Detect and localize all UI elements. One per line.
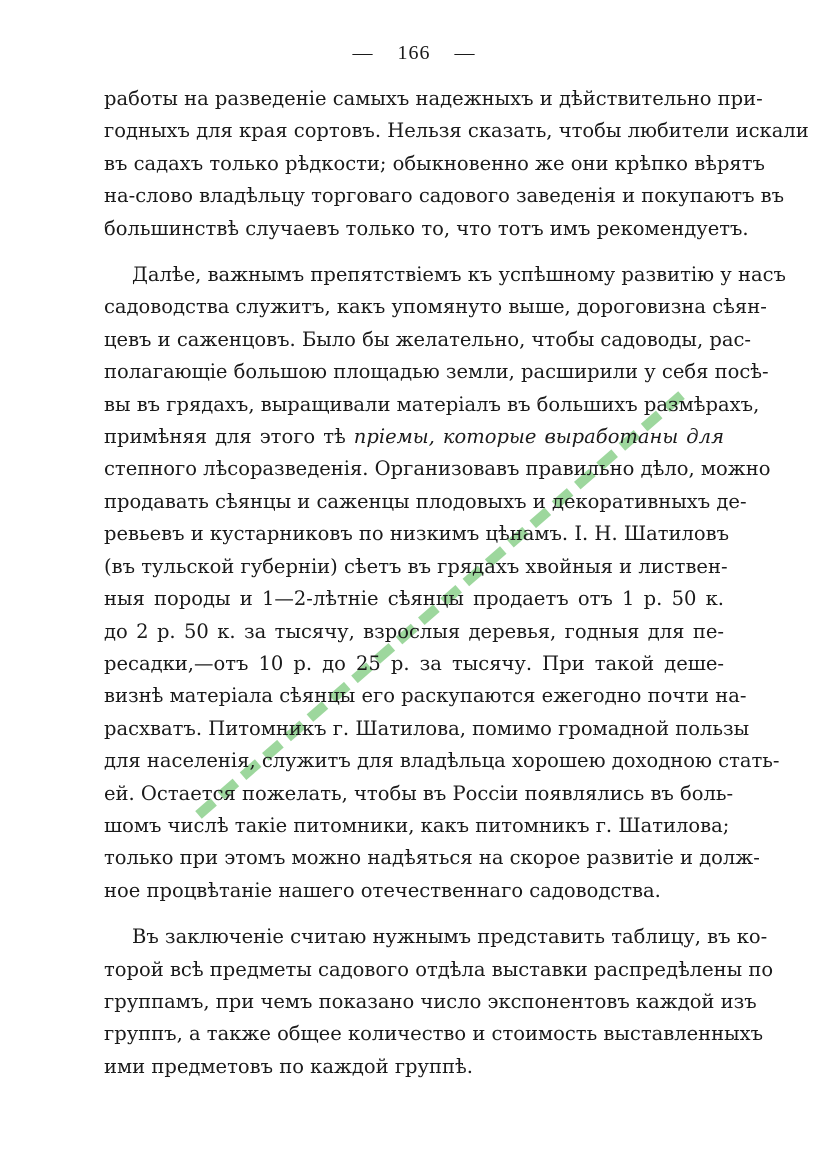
text-line: только при этомъ можно надѣяться на скорое развитіе и долж- [104, 846, 760, 870]
text-line: визнѣ матеріала сѣянцы его раскупаются ежегодно почти на- [104, 684, 747, 708]
paragraph-2 [104, 259, 786, 907]
text-line: продавать сѣянцы и саженцы плодовыхъ и декоративныхъ де- [104, 489, 747, 513]
text-segment: примѣняя для этого тѣ [104, 425, 354, 449]
paragraph-3 [104, 921, 774, 1083]
text-line: полагающіе большою площадью земли, расширили у себя посѣ- [104, 360, 769, 384]
text-line: цевъ и саженцовъ. Было бы желательно, чтобы садоводы, рас- [104, 327, 751, 351]
text-line: Далѣе, важнымъ препятствіемъ къ успѣшному развитію у насъ [132, 263, 786, 287]
header-dash-left: — [352, 42, 374, 64]
page-number: 166 [397, 42, 431, 64]
text-line: группамъ, при чемъ показано число экспонентовъ каждой изъ [104, 989, 757, 1013]
text-line-with-italic [104, 421, 724, 453]
text-line: ресадки,—отъ 10 р. до 25 р. за тысячу. При такой дешe- [104, 651, 724, 675]
text-line: до 2 р. 50 к. за тысячу, взрослыя деревья, годныя для пе- [104, 619, 724, 643]
text-line: расхватъ. Питомникъ г. Шатилова, помимо громадной пользы [104, 716, 750, 740]
text-line: для населенія, служитъ для владѣльца хорошею доходною стать- [104, 749, 780, 773]
text-line: (въ тульской губерніи) сѣетъ въ грядахъ хвойныя и листвен- [104, 554, 728, 578]
text-line: Въ заключеніе считаю нужнымъ представить таблицу, въ ко- [132, 925, 768, 949]
text-line: ими предметовъ по каждой группѣ. [104, 1054, 473, 1078]
text-line: торой всѣ предметы садового отдѣла выставки распредѣлены по [104, 957, 774, 981]
text-line: группъ, а также общее количество и стоимость выставленныхъ [104, 1022, 764, 1046]
text-line: садоводства служитъ, какъ упомянуто выше, дороговизна сѣян- [104, 295, 767, 319]
text-line: ныя породы и 1—2-лѣтніе сѣянцы продаетъ отъ 1 р. 50 к. [104, 587, 724, 611]
text-line: на-слово владѣльцу торговаго садового заведенія и покупаютъ въ [104, 184, 785, 208]
book-page [104, 42, 809, 1097]
text-line: ей. Остается пожелать, чтобы въ Россіи появлялись въ боль- [104, 781, 734, 805]
text-line: ревьевъ и кустарниковъ по низкимъ цѣнамъ. I. Н. Шатиловъ [104, 522, 730, 546]
text-line: вы въ грядахъ, выращивали матеріалъ въ большихъ размѣрахъ, [104, 392, 760, 416]
header-dash-right: — [454, 42, 476, 64]
page-header [104, 42, 724, 65]
text-line: ное процвѣтаніе нашего отечественнаго садоводства. [104, 878, 661, 902]
text-line: работы на разведеніе самыхъ надежныхъ и дѣйствительно при- [104, 87, 763, 110]
text-line: шомъ числѣ такіе питомники, какъ питомникъ г. Шатилова; [104, 813, 730, 837]
text-line: степного лѣсоразведенія. Организовавъ правильно дѣло, можно [104, 457, 771, 481]
text-line: годныхъ для края сортовъ. Нельзя сказать, чтобы любители искали [104, 119, 809, 143]
italic-phrase: пріемы, которые выработаны для [353, 425, 724, 449]
text-line: въ садахъ только рѣдкости; обыкновенно же они крѣпко вѣрятъ [104, 151, 765, 175]
paragraph-1 [104, 83, 809, 245]
text-line: большинствѣ случаевъ только то, что тотъ имъ рекомендуетъ. [104, 216, 749, 240]
